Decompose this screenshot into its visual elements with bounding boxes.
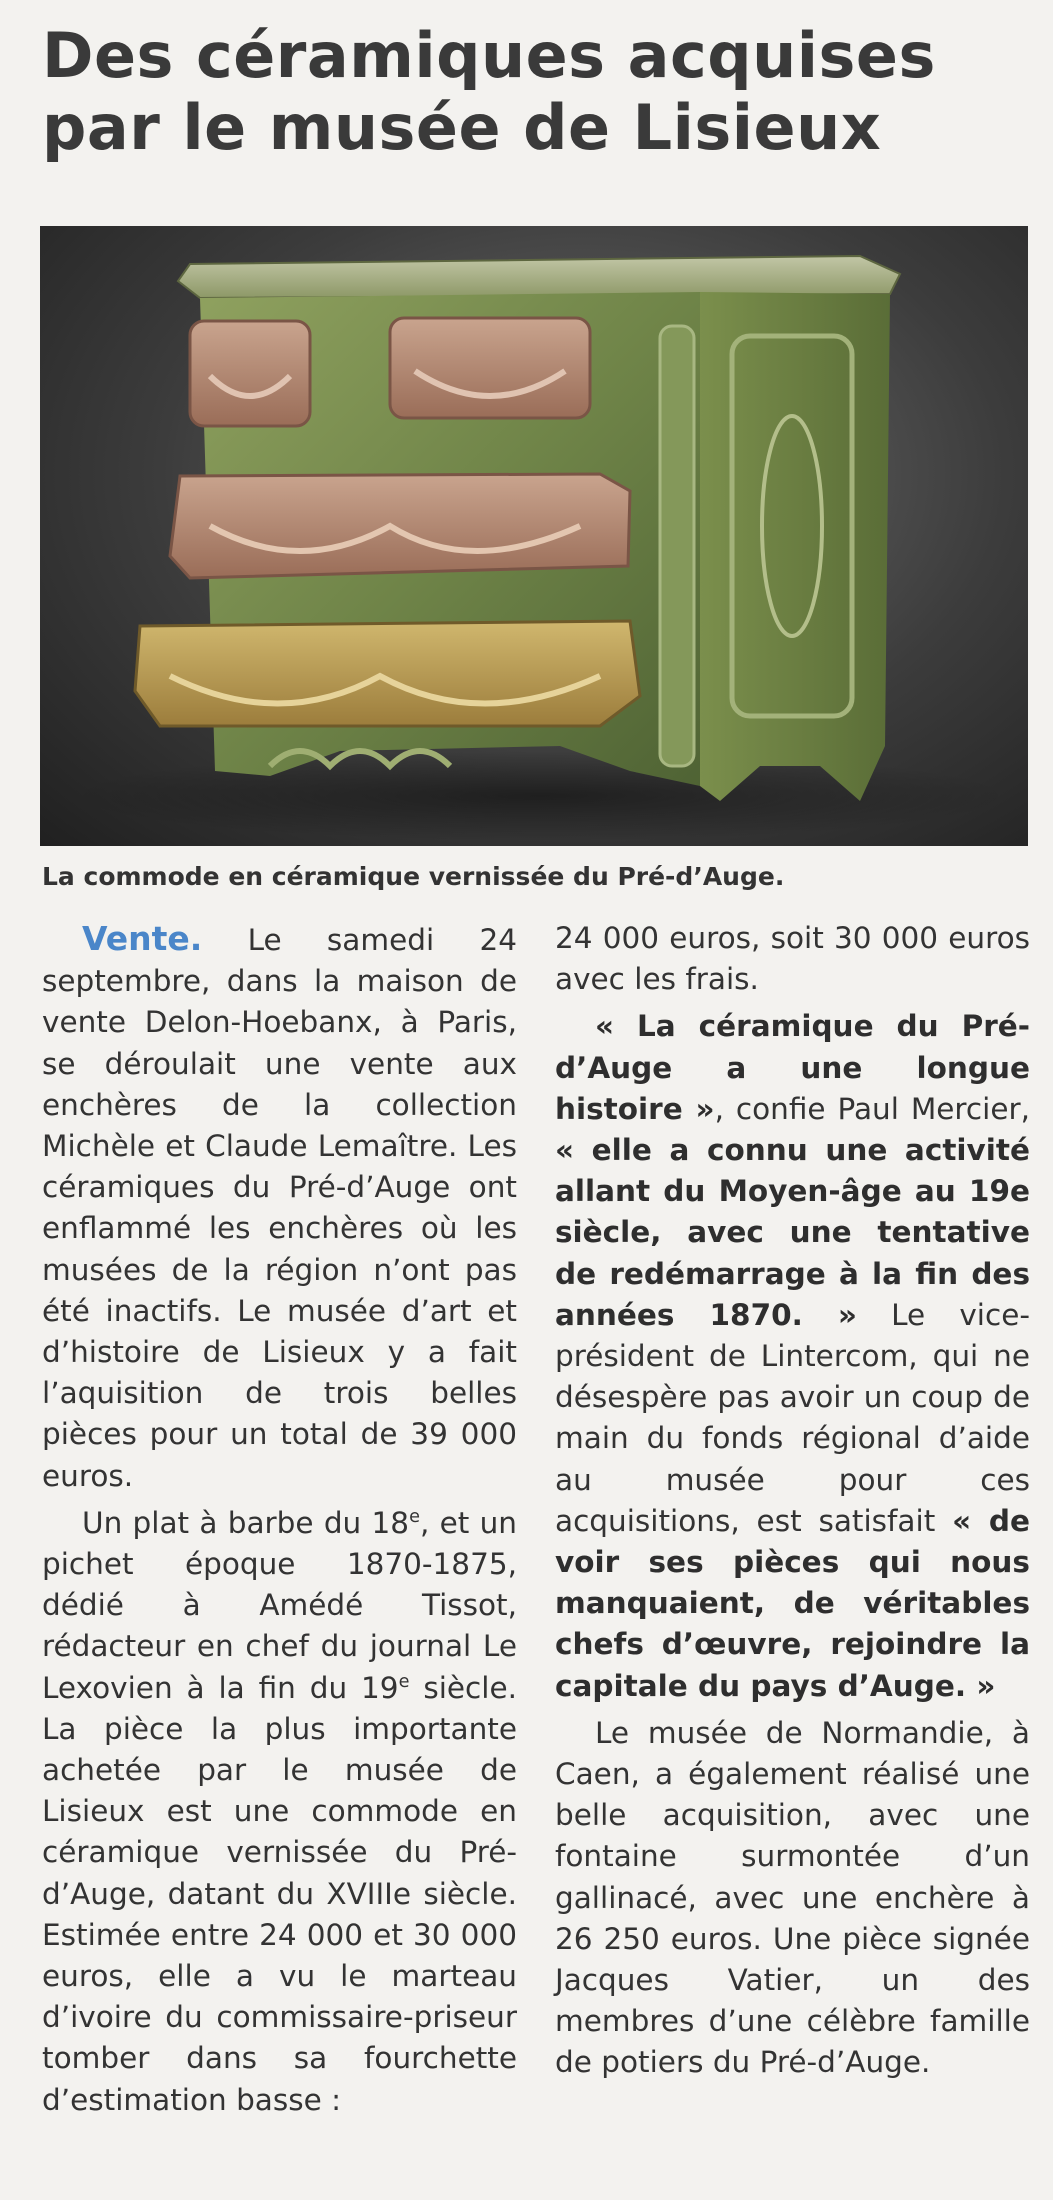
paragraph: 24 000 euros, soit 30 000 euros avec les frais.: [555, 921, 1030, 997]
photo-caption: La commode en céramique vernissée du Pré-d’Auge.: [42, 862, 785, 891]
column-left: [42, 918, 517, 2121]
commode-illustration: [40, 226, 1028, 846]
top-right-drawer: [390, 318, 590, 418]
middle-drawer: [170, 474, 630, 578]
paragraph: [42, 918, 517, 1497]
superscript: e: [409, 1507, 420, 1528]
paragraph-text: siècle. La pièce la plus importante achetée par le musée de Lisieux est une commode en céramique vernissée du Pré-d’Auge, datant du XVIIIe siècle. Estimée entre 24 000 et 30 000 euros, elle a vu le marteau d’ivoire du commissaire-priseur tomber dans sa fourchette d’estimation basse :: [42, 1670, 517, 2117]
commode-top: [178, 256, 900, 298]
commode-side: [700, 292, 890, 801]
top-left-drawer: [190, 321, 310, 426]
paragraph-text: Un plat à barbe du 18: [82, 1505, 410, 1540]
superscript: e: [398, 1671, 410, 1692]
paragraph-text: Le samedi 24 septembre, dans la maison de vente Delon-Hoebanx, à Paris, se déroulait une vente aux enchères de la collection Michèle et Claude Lemaître. Les céramiques du Pré-d’Auge ont enflammé les enchères où les musées de la région n’ont pas été inactifs. Le musée d’art et d’histoire de Lisieux y a fait l’aquisition de trois belles pièces pour un total de 39 000 euros.: [42, 923, 517, 1493]
paragraph: Le musée de Normandie, à Caen, a également réalisé une belle acquisition, avec une fontaine surmontée d’un gallinacé, avec une enchère à 26 250 euros. Une pièce signée Jacques Vatier, un des membres d’une célèbre famille de potiers du Pré-d’Auge.: [555, 1715, 1030, 2080]
quote: « de voir ses pièces qui nous manquaient, de véritables chefs d’œuvre, rejoindre la capitale du pays d’Auge. »: [555, 1503, 1030, 1703]
column-right: [555, 918, 1030, 2084]
commode-photo: [40, 226, 1028, 846]
paragraph-text: , et un pichet époque 1870-1875, dédié à Amédé Tissot, rédacteur en chef du journal Le Lexovien à la fin du 19: [42, 1505, 517, 1705]
paragraph-text: Le vice-président de Lintercom, qui ne désespère pas avoir un coup de main du fonds régional d’aide au musée pour ces acquisitions, est satisfait: [555, 1297, 1030, 1538]
kicker: Vente.: [82, 919, 203, 958]
headline: Des céramiques acquises par le musée de Lisieux: [42, 19, 936, 164]
quote: « elle a connu une activité allant du Moyen-âge au 19e siècle, avec une tentative de redémarrage à la fin des années 1870. »: [555, 1133, 1030, 1332]
quote: « La céramique du Pré-d’Auge a une longue histoire »: [555, 1009, 1030, 1126]
corner-pilaster: [660, 326, 694, 766]
paragraph: [42, 1503, 517, 2121]
paragraph-text: , confie Paul Mercier,: [714, 1091, 1030, 1126]
paragraph: [555, 1006, 1030, 1706]
bottom-drawer: [135, 621, 640, 726]
